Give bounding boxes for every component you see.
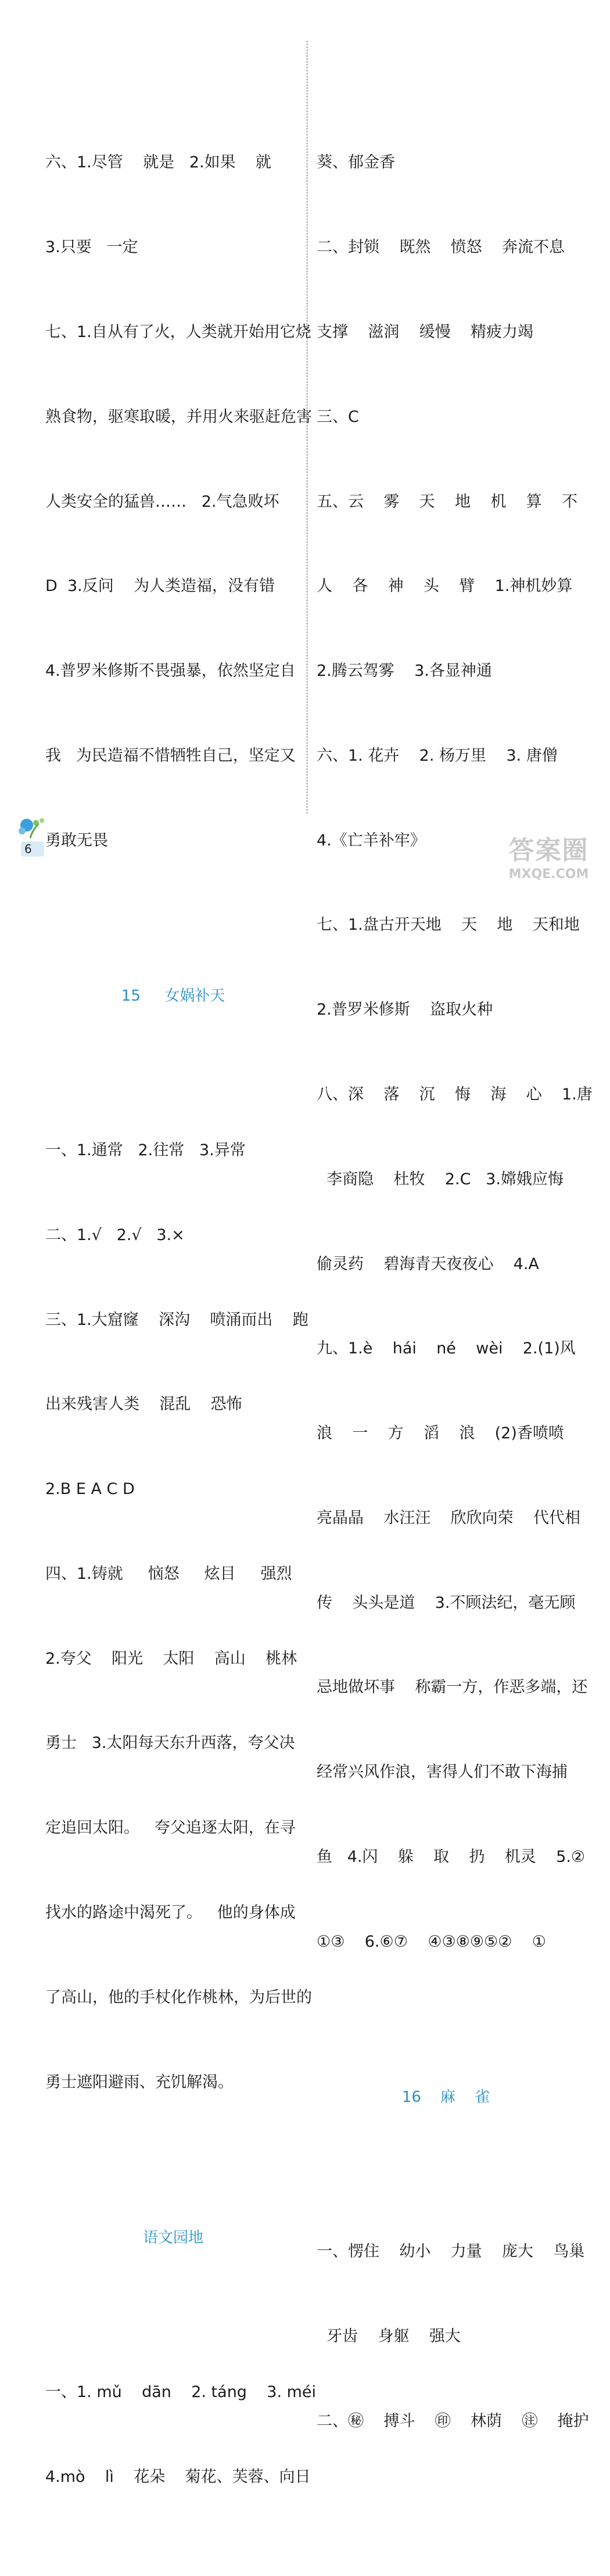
text-line: 传 头头是道 3.不顾法纪，毫无顾 [317, 1593, 576, 1612]
right-column [317, 36, 593, 2520]
text-line: 六、1. 花卉 2. 杨万里 3. 唐僧 [317, 746, 558, 765]
text-line: 经常兴风作浪，害得人们不敢下海捕 [317, 1763, 568, 1782]
text-line: 二、1.√ 2.√ 3.× [45, 1226, 185, 1244]
section-heading-16: 16 麻 雀 [401, 2088, 490, 2106]
text-line: 偷灵药 碧海青天夜夜心 4.A [317, 1255, 539, 1273]
text-line: 勇敢无畏 [45, 831, 108, 850]
section-heading-15: 15 女娲补天 [121, 987, 225, 1005]
text-line: 七、1.自从有了火，人类就开始用它烧 [45, 323, 311, 341]
text-line: 定追回太阳。 夸父追逐太阳，在寻 [45, 1819, 296, 1837]
text-line: 出来残害人类 混乱 恐怖 [45, 1395, 242, 1414]
text-line: 4.mò lì 花朵 菊花、芙蓉、向日 [45, 2467, 311, 2486]
watermark-logo [498, 834, 600, 887]
text-line: 浪 一 方 滔 浪 (2)香喷喷 [317, 1424, 564, 1443]
watermark-text: 答案圈 [508, 836, 589, 865]
right-block-2 [317, 2181, 589, 2492]
text-line: 亮晶晶 水汪汪 欣欣向荣 代代相 [317, 1509, 580, 1527]
text-line: 二、封锁 既然 愤怒 奔流不息 [317, 238, 565, 257]
left-block-3 [45, 2322, 317, 2548]
section-heading-yuwen: 语文园地 [142, 2229, 203, 2247]
left-column [45, 36, 317, 2576]
text-line: 一、1.通常 2.往常 3.异常 [45, 1141, 246, 1159]
page-number: 6 [21, 841, 44, 857]
text-line: 九、1.è hái né wèi 2.(1)风 [317, 1339, 576, 1358]
text-line: 忌地做坏事 称霸一方，作恶多端，还 [317, 1678, 588, 1697]
text-line: 3.只要 一定 [45, 238, 138, 257]
text-line: 葵、郁金香 [317, 153, 395, 172]
text-line: 李商隐 杜牧 2.C 3.嫦娥应悔 [317, 1170, 564, 1188]
text-line: 七、1.盘古开天地 天 地 天和地 [317, 916, 580, 934]
left-block-1 [45, 92, 312, 911]
text-line: 五、云 雾 天 地 机 算 不 [317, 492, 577, 511]
right-block-1 [317, 92, 593, 2012]
text-line: 4.普罗米修斯不畏强暴，依然坚定自 [45, 662, 296, 680]
text-line: 2.夸父 阳光 太阳 高山 桃林 [45, 1649, 297, 1668]
text-line: 八、深 落 沉 悔 海 心 1.唐 [317, 1085, 593, 1104]
text-line: 一、1. mǔ dān 2. táng 3. méi [45, 2382, 317, 2401]
text-line: 勇士遮阳避雨、充饥解渴。 [45, 2073, 234, 2091]
text-line: 我 为民造福不惜牺牲自己，坚定又 [45, 746, 296, 765]
text-line: 鱼 4.闪 躲 取 扔 机灵 5.② [317, 1848, 586, 1866]
text-line: 二、㊙ 搏斗 ㊞ 林荫 ㊟ 掩护 [317, 2412, 589, 2430]
left-block-2 [45, 1080, 312, 2154]
watermark-url: MXQE.COM [508, 867, 589, 882]
text-line: 支撑 滋润 缓慢 精疲力竭 [317, 323, 533, 341]
text-line: 2.腾云驾雾 3.各显神通 [317, 662, 492, 680]
text-line: 三、1.大窟窿 深沟 喷涌而出 跑 [45, 1310, 308, 1329]
text-line: 人类安全的猛兽…… 2.气急败坏 [45, 492, 279, 511]
text-line: 一、愣住 幼小 力量 庞大 鸟巢 [317, 2242, 585, 2261]
text-line: 勇士 3.太阳每天东升西落，夸父决 [45, 1734, 295, 1753]
text-line: D 3.反问 为人类造福，没有错 [45, 577, 275, 596]
text-line: 4.《亡羊补牢》 [317, 831, 426, 850]
text-line: 了高山，他的手杖化作桃林，为后世的 [45, 1988, 312, 2007]
text-line: 三、C [317, 407, 359, 426]
text-line: 找水的路途中渴死了。 他的身体成 [45, 1904, 296, 1922]
text-line: 牙齿 身躯 强大 [317, 2327, 461, 2345]
text-line: 四、1.铸就 恼怒 炫目 强烈 [45, 1564, 292, 1583]
text-line: 人 各 神 头 臂 1.神机妙算 [317, 577, 573, 596]
text-line: 熟食物，驱寒取暖，并用火来驱赶危害 [45, 407, 312, 426]
text-line: 2.B E A C D [45, 1480, 135, 1499]
text-line: 六、1.尽管 就是 2.如果 就 [45, 153, 271, 172]
text-line: 2.普罗米修斯 盗取火种 [317, 1001, 493, 1019]
text-line: ①③ 6.⑥⑦ ④③⑧⑨⑤② ① [317, 1932, 547, 1951]
